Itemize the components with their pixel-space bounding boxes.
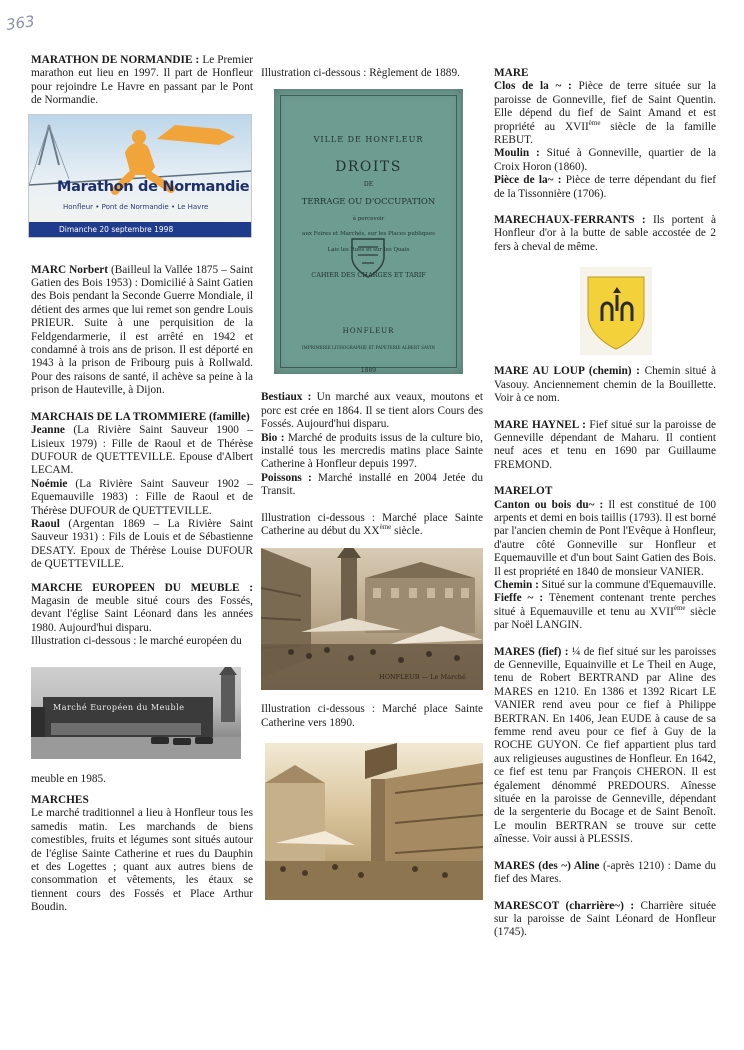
- store-sign: Marché Européen du Meuble: [53, 702, 185, 712]
- entry-bestiaux: [261, 391, 483, 431]
- book-line: HONFLEUR: [342, 327, 395, 336]
- poster-date: Dimanche 20 septembre 1998: [29, 222, 251, 237]
- marathon-poster: [28, 114, 252, 238]
- book-line: 1889: [360, 367, 377, 375]
- entry-head: MARATHON DE NORMANDIE :: [31, 54, 200, 66]
- entry-marathon: [31, 54, 253, 108]
- entry-mare-clos: [494, 80, 716, 147]
- poster-artwork: [29, 115, 251, 237]
- entry-marechaux: [494, 214, 716, 254]
- poster-title: Marathon de Normandie: [57, 178, 250, 195]
- entry-marches-text: Le marché traditionnel a lieu à Honfleur tous les samedis matin. Les marchands de biens comestibles, fruits et légumes sont situés autour de l'église Sainte Catherine et rues du Dauphin et des Logettes ; quant aux autres biens de consommation et vêtements, les étaux se tiennent cours des Fossés et Place Arthur Boudin.: [31, 807, 253, 914]
- caption-text: siècle.: [391, 525, 423, 538]
- entry-marelot-fieffe: [494, 592, 716, 632]
- illustration-caption: Illustration ci-dessous : Règlement de 1889.: [261, 67, 460, 79]
- entry-marelot-canton: [494, 499, 716, 579]
- entry-text: Un marché aux veaux, moutons et porc est crée en 1864. Il se tient alors Cours des Fossés. Aujourd'hui disparu.: [261, 391, 483, 431]
- entry-raoul: [31, 518, 253, 572]
- entry-text: (Bailleul la Vallée 1875 – Saint Gatien des Bois 1953) : Domicilié à Saint Gatien des Bois pendant la Seconde Guerre Mondiale, il détient des armes que lui remet son gendre Louis PRIEUR. Suite à une perquisition de la Feldgendarmerie, il est arrêté en 1942 et condamné à trois ans de prison. Il est déporté en 1943 à la prison de Fribourg puis à Rollwald. Pour des raisons de santé, il achève sa peine à la prison de Hauteville, à Dijon.: [31, 263, 254, 397]
- entry-marelot-chemin: [494, 579, 716, 592]
- entry-head: MARECHAUX-FERRANTS :: [494, 214, 646, 227]
- horseshoe-shield-icon: [580, 267, 652, 355]
- entry-text: siècle par Noël LANGIN.: [494, 605, 717, 632]
- entry-text: Situé à Gonneville, quartier de la Croix Horon (1860).: [494, 147, 716, 173]
- entry-head: MARE AU LOUP (chemin) :: [494, 365, 640, 378]
- entry-head: Clos de la ~ :: [494, 80, 572, 93]
- entry-mare-head: MARE: [494, 67, 529, 79]
- furniture-store-photo: [31, 667, 241, 759]
- entry-text: Chemin situé à Vasouy. Anciennement chemin de la Bouillette. Voir à ce nom.: [494, 365, 716, 405]
- caption-superscript: ème: [379, 523, 392, 532]
- entry-head: Poissons :: [261, 471, 312, 484]
- entry-text: Pièce de terre située sur la paroisse de Gonneville, fief de Saint Quentin. Elle dépend du fief de Saint Amand et est propriété au XVII: [494, 80, 717, 133]
- entry-head: MARESCOT (charrière~) :: [494, 899, 635, 912]
- entry-head: Pièce de la~ :: [494, 174, 562, 187]
- entry-mare-haynel: [494, 419, 716, 473]
- entry-text: Ils portent à Honfleur d'or à la butte de sable accostée de 2 fers à cheval de même.: [494, 214, 717, 253]
- postcard-caption: HONFLEUR — Le Marché: [379, 673, 466, 682]
- entry-text: Marché installé en 2004 Jetée du Transit.: [261, 471, 483, 498]
- entry-text: Fief situé sur la paroisse de Genneville dépendant de Maharu. Il contient neuf aces et tenu en 1690 par Guillaume FREMOND.: [494, 418, 716, 471]
- entry-mares-fief: [494, 646, 716, 847]
- entry-marchais-head: MARCHAIS DE LA TROMMIERE (famille): [31, 410, 250, 423]
- marechaux-coat-of-arms: [580, 267, 652, 355]
- book-line: CAHIER DES CHARGES ET TARIF: [311, 271, 426, 280]
- book-line: DE: [363, 181, 374, 189]
- person-name: Raoul: [31, 517, 60, 530]
- entry-text: Situé sur la commune d'Equemauville.: [541, 578, 716, 591]
- entry-marescot: [494, 900, 716, 940]
- entry-text: Il est constitué de 100 arpents et demi en bois taillis (1793). Il est borné par l'ancien chemin de Pont l'Evêque à Honfleur, d'autre côté Gonneville sur Honfleur et Equemauville et d'un bout Saint Gatien des Bois. Il est propriété en 1840 de monsieur VANIER.: [494, 498, 717, 578]
- entry-mare-piece: [494, 174, 716, 201]
- entry-poissons: [261, 472, 483, 499]
- book-line: IMPRIMERIE LITHOGRAPHIE ET PAPETERIE ALBERT SAVIN: [301, 344, 436, 350]
- market-1890-photo: [265, 743, 483, 900]
- page-number: 363: [4, 12, 36, 34]
- entry-head: Bestiaux :: [261, 391, 312, 404]
- person-text: (Argentan 1869 – La Rivière Saint Sauveur 1931) : Fils de Louis et de Sébastienne DESATY. Epoux de Thérèse Louise DUFOUR de QUETTEVILLE.: [31, 517, 253, 571]
- entry-mare-au-loup: [494, 365, 716, 405]
- coat-of-arms-emblem: [348, 235, 388, 279]
- entry-head: MARCHE EUROPEEN DU MEUBLE :: [31, 581, 253, 594]
- entry-head: MARE HAYNEL :: [494, 418, 586, 431]
- entry-marelot-head: MARELOT: [494, 485, 553, 498]
- entry-text: ¼ de fief situé sur les paroisses de Genneville, Equainville et Le Theil en Auge, tenu de Robert BERTRAND par Aline des MARES en 1210. En 1386 et 1392 Ricart LE VANIER rend aveu pour ce fief à Philippe BERTRAN. En 1406, Jean EUDE à cause de sa femme rend aveu pour ce fief à Guy de la ROCHE GUYON. Ce fief appartient plus tard aux religieuses augustines de Honfleur. En 1642, ce fief est tenu par François CHERON. Il est également dénommé PREDOURS. Aînesse située en la paroisse de Genneville, dépendant de la sergenterie du Bocage et de Saint Benoît. Le moulin BERTRAN se trouve sur cette aînesse. Voir aussi à PLESSIS.: [494, 645, 716, 846]
- reglement-book-cover: [274, 89, 463, 374]
- entry-head: MARES (fief) :: [494, 645, 569, 658]
- column-middle: [261, 67, 483, 900]
- entry-superscript: ème: [588, 118, 601, 127]
- entry-text: siècle de la famille REBUT.: [494, 120, 716, 147]
- book-line: Lais les Rues et sur les Quais: [327, 246, 410, 253]
- entry-text: Le Premier marathon eut lieu en 1997. Il part de Honfleur pour rejoindre Le Havre en passant par le Pont de Normandie.: [31, 54, 254, 107]
- entry-superscript: ème: [673, 604, 686, 613]
- caption-text: Illustration ci-dessous : Marché place Sainte Catherine au début du XX: [261, 511, 483, 538]
- poster-route: Honfleur • Pont de Normandie • Le Havre: [63, 202, 209, 211]
- entry-text: Tènement contenant trente perches situé à Equemauville et tenu au XVII: [494, 592, 716, 618]
- entry-marches-head: MARCHES: [31, 794, 89, 806]
- entry-head: Moulin :: [494, 147, 540, 160]
- entry-noemie: [31, 478, 253, 518]
- entry-text: Marché de produits issus de la culture bio, installé tous les mercredis matins place Sainte Catherine à Honfleur depuis 1997.: [261, 431, 483, 471]
- person-name: Noémie: [31, 477, 68, 490]
- entry-head: MARES (des ~) Aline: [494, 859, 600, 872]
- book-title: DROITS: [335, 158, 402, 175]
- entry-europeen: [31, 582, 253, 636]
- person-name: Jeanne: [31, 424, 65, 437]
- column-left: [31, 54, 253, 915]
- entry-mare-moulin: [494, 147, 716, 174]
- entry-mares-aline: [494, 860, 716, 887]
- book-line: à percevoir: [352, 216, 385, 223]
- market-postcard-photo: [261, 548, 483, 690]
- entry-text: Magasin de meuble situé cours des Fossés, devant l'église Saint Léonard dans les années 1980. Aujourd'hui disparu.: [31, 594, 253, 634]
- book-line: aux Foires et Marchés, sur les Places publiques: [302, 231, 435, 238]
- entry-head: Canton ou bois du~ :: [494, 498, 604, 511]
- illustration-caption: Illustration ci-dessous : Marché place Sainte Catherine vers 1890.: [261, 703, 483, 729]
- person-text: (La Rivière Saint Sauveur 1902 – Equemauville 1983) : Fille de Raoul et de Thérèse DUFOUR de QUETTEVILLE.: [31, 477, 253, 517]
- person-text: (La Rivière Saint Sauveur 1900 – Lisieux 1979) : Fille de Raoul et de Thérèse DUFOUR de QUETTEVILLE. Epouse d'Albert LECAM.: [31, 424, 253, 477]
- book-line: VILLE DE HONFLEUR: [313, 135, 424, 145]
- entry-bio: [261, 432, 483, 472]
- entry-marc: [31, 264, 253, 398]
- book-line: TERRAGE OU D'OCCUPATION: [301, 196, 436, 207]
- entry-head: Fieffe ~ :: [494, 592, 544, 605]
- entry-text: Charrière située sur la paroisse de Saint Léonard de Honfleur (1745).: [494, 899, 716, 939]
- entry-text: Pièce de terre dépendant du fief de la Tissonnière (1706).: [494, 174, 716, 200]
- illustration-caption: Illustration ci-dessous : le marché européen du: [31, 635, 242, 648]
- illustration-caption: [261, 512, 483, 539]
- entry-head: Bio :: [261, 431, 285, 444]
- column-right: [494, 67, 716, 940]
- entry-head: Chemin :: [494, 578, 539, 591]
- entry-jeanne: [31, 424, 253, 478]
- illustration-caption-end: meuble en 1985.: [31, 772, 106, 785]
- entry-text: (-après 1210) : Dame du fief des Mares.: [494, 859, 716, 886]
- entry-head: MARC Norbert: [31, 263, 109, 276]
